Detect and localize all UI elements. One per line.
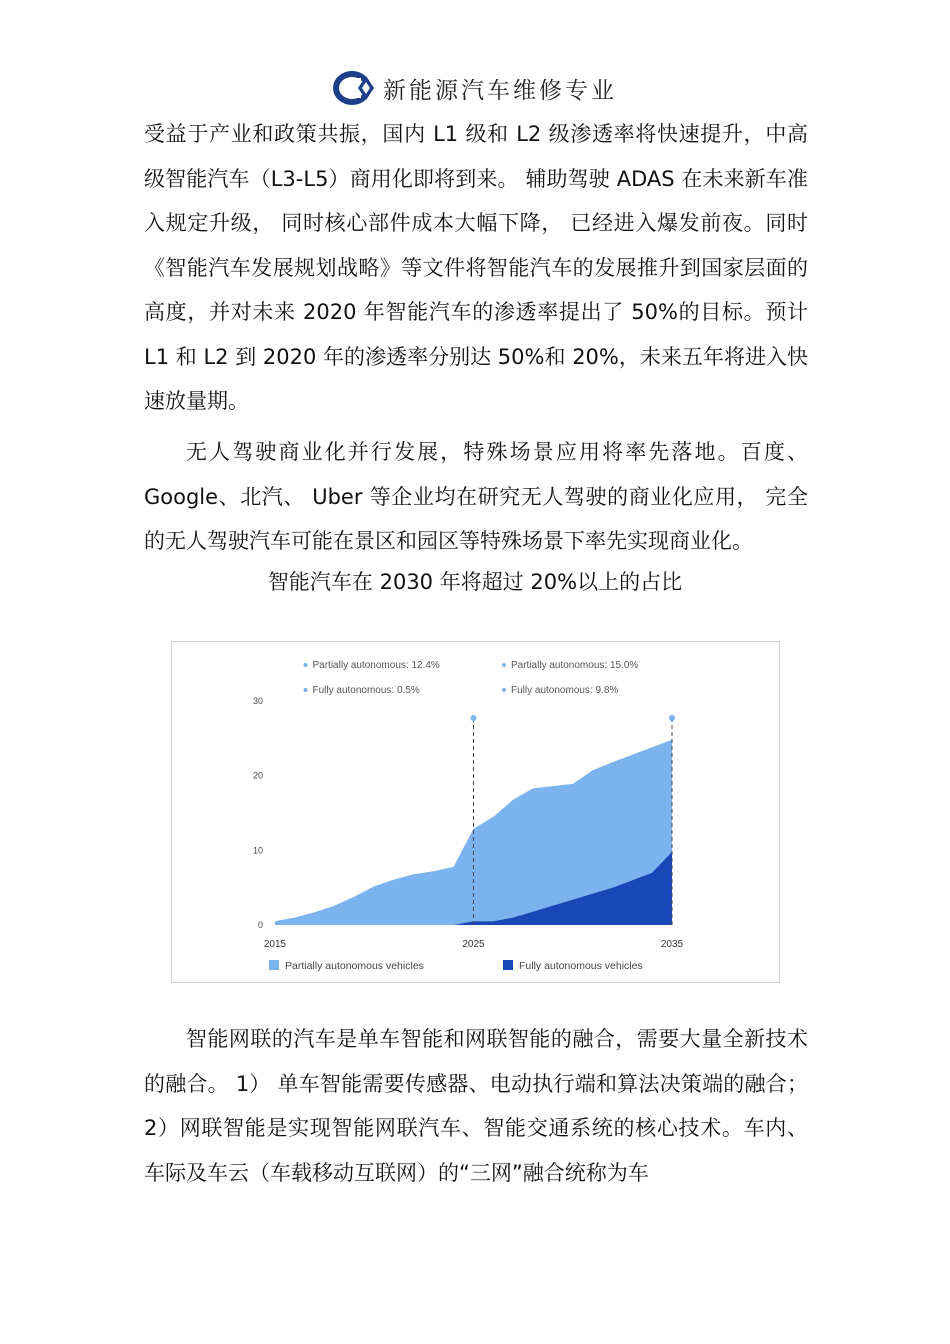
paragraph-1: 受益于产业和政策共振，国内 L1 级和 L2 级渗透率将快速提升，中高级智能汽车（L3-L5）商用化即将到来。 辅助驾驶 ADAS 在未来新车准入规定升级， 同时核心部件成本大幅下降， 已经进入爆发前夜。同时《智能汽车发展规划战略》等文件将智能汽车的发展推升到国家层面的高度，并对未来 2020 年智能汽车的渗透率提出了 50%的目标。预计 L1 和 L2 到 2020 年的渗透率分别达 50%和 20%，未来五年将进入快速放量期。: [144, 122, 808, 413]
figure-caption: 智能汽车在 2030 年将超过 20%以上的占比: [267, 570, 683, 594]
y-tick-label: 30: [252, 696, 263, 706]
annotation-bullet-icon: [502, 688, 506, 692]
page-header: [0, 68, 950, 108]
annotation-bullet-icon: [304, 688, 308, 692]
annotation-label: Fully autonomous: 0.5%: [312, 685, 420, 696]
x-tick-label: 2035: [660, 939, 684, 950]
annotation-label: Partially autonomous: 12.4%: [312, 660, 440, 671]
annotation-label: Partially autonomous: 15.0%: [511, 660, 639, 671]
y-tick-label: 20: [252, 770, 263, 781]
legend-swatch: [269, 960, 279, 970]
y-tick-label: 10: [252, 845, 263, 856]
car-brand-logo-icon: [333, 70, 379, 106]
autonomous-vehicle-chart: [171, 641, 780, 983]
chart-svg: [172, 642, 779, 982]
x-tick-label: 2015: [263, 939, 287, 950]
legend-label: Fully autonomous vehicles: [519, 960, 643, 972]
annotation-label: Fully autonomous: 9.8%: [511, 685, 619, 696]
legend-label: Partially autonomous vehicles: [285, 960, 424, 972]
paragraph-2: 无人驾驶商业化并行发展，特殊场景应用将率先落地。百度、Google、北汽、 Uber 等企业均在研究无人驾驶的商业化应用， 完全的无人驾驶汽车可能在景区和园区等特殊场景下率先实现商业化。: [144, 440, 808, 553]
legend-swatch: [503, 960, 513, 970]
annotation-bullet-icon: [502, 663, 506, 667]
y-tick-label: 0: [257, 920, 263, 930]
header-title: 新能源汽车维修专业: [383, 77, 617, 104]
annotation-marker: [669, 715, 675, 721]
x-tick-label: 2025: [462, 939, 485, 950]
paragraph-3: 智能网联的汽车是单车智能和网联智能的融合，需要大量全新技术的融合。 1） 单车智能需要传感器、电动执行端和算法决策端的融合； 2）网联智能是实现智能网联汽车、智能交通系统的核心技术。车内、车际及车云（车载移动互联网）的“三网”融合统称为车: [144, 1027, 808, 1185]
annotation-marker: [471, 715, 477, 721]
annotation-bullet-icon: [304, 663, 308, 667]
